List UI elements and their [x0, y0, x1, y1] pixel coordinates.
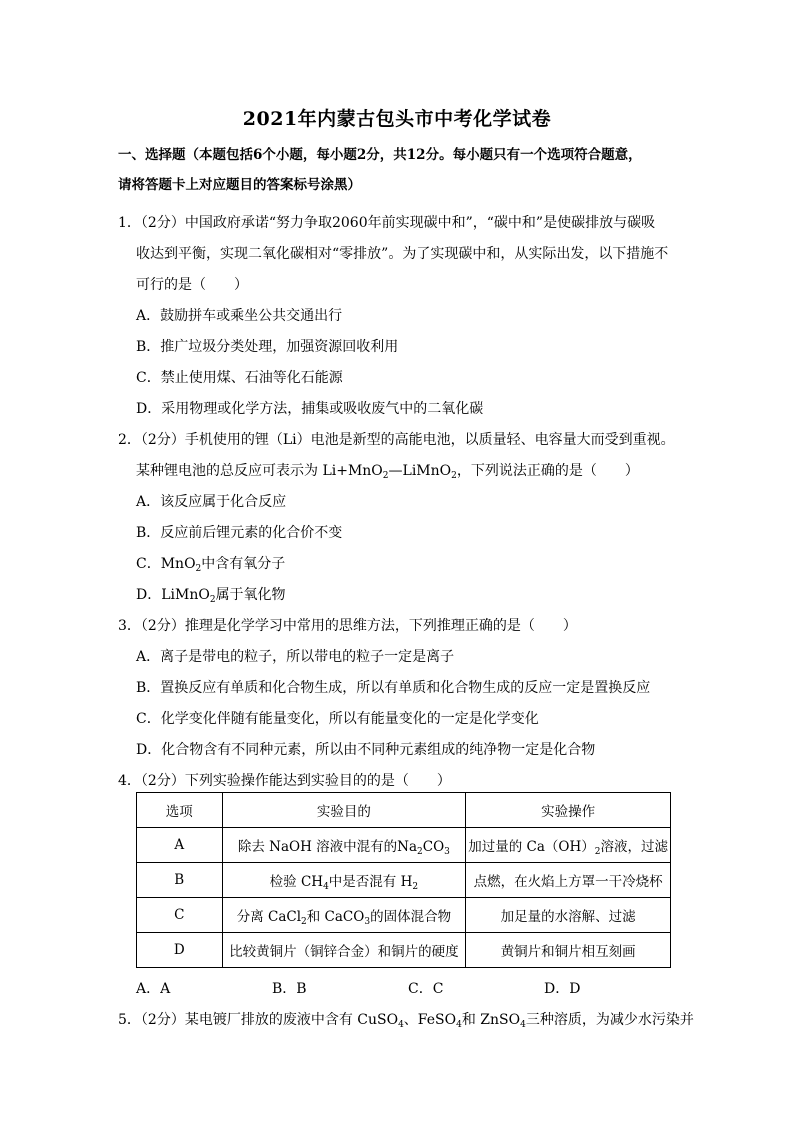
q4-answer-b[interactable]: B．B [272, 981, 307, 997]
q4-answer-a[interactable]: A．A [136, 981, 171, 997]
row-option: C [137, 898, 223, 933]
q3-option-d[interactable]: D．化合物含有不同种元素，所以由不同种元素组成的纯净物一定是化合物 [136, 742, 596, 758]
q2-option-c[interactable]: C．MnO$_2$中含有氧分子 [136, 556, 286, 574]
table-row [137, 828, 671, 863]
experiment-table [136, 792, 671, 968]
q1-option-a[interactable]: A．鼓励拼车或乘坐公共交通出行 [136, 308, 343, 324]
q3-option-b[interactable]: B．置换反应有单质和化合物生成，所以有单质和化合物生成的反应一定是置换反应 [136, 680, 651, 696]
row-option: D [137, 933, 223, 968]
table-row [137, 933, 671, 968]
header-operation: 实验操作 [466, 793, 671, 828]
q5-stem-line1: 5．（2分）某电镀厂排放的废液中含有 CuSO$_4$、FeSO$_4$和 ZnSO$_4$三种溶质，为减少水污染并 [118, 1012, 694, 1030]
header-option: 选项 [137, 793, 223, 828]
row-purpose: 除去 NaOH 溶液中混有的$Na_2CO_3$ [222, 828, 466, 863]
page-title: 2021年内蒙古包头市中考化学试卷 [242, 108, 552, 130]
q1-option-d[interactable]: D．采用物理或化学方法，捕集或吸收废气中的二氧化碳 [136, 401, 484, 417]
q3-option-a[interactable]: A．离子是带电的粒子，所以带电的粒子一定是离子 [136, 649, 455, 665]
q3-stem: 3．（2分）推理是化学学习中常用的思维方法，下列推理正确的是（ ） [118, 618, 577, 634]
table-header-row [137, 793, 671, 828]
q2-option-d[interactable]: D．LiMnO$_2$属于氧化物 [136, 587, 286, 605]
q1-option-c[interactable]: C．禁止使用煤、石油等化石能源 [136, 370, 343, 386]
q1-option-b[interactable]: B．推广垃圾分类处理，加强资源回收利用 [136, 339, 399, 355]
q4-stem: 4．（2分）下列实验操作能达到实验目的的是（ ） [118, 773, 451, 789]
q2-stem-line2: 某种锂电池的总反应可表示为 Li+MnO$_2$—LiMnO$_2$，下列说法正确的是（ ） [136, 463, 639, 481]
section-heading-line2: 请将答题卡上对应题目的答案标号涂黑） [118, 177, 361, 193]
row-operation: 加过量的 $Ca(OH)_2$溶液，过滤 [466, 828, 671, 863]
table-row [137, 898, 671, 933]
row-option: A [137, 828, 223, 863]
q4-answer-d[interactable]: D．D [544, 981, 581, 997]
q1-stem-line2: 收达到平衡，实现二氧化碳相对“零排放”。为了实现碳中和，从实际出发，以下措施不 [136, 246, 669, 262]
row-purpose: 分离 CaCl$_2$和 CaCO$_3$的固体混合物 [222, 898, 466, 933]
row-purpose: 检验 $CH_4$中是否混有 $H_2$ [222, 863, 466, 898]
section-heading [118, 140, 688, 200]
q4-answer-c[interactable]: C．C [408, 981, 444, 997]
row-option: B [137, 863, 223, 898]
q2-option-a[interactable]: A．该反应属于化合反应 [136, 494, 287, 510]
q2-option-b[interactable]: B．反应前后锂元素的化合价不变 [136, 525, 343, 541]
section-heading-line1: 一、选择题（本题包括6个小题，每小题2分，共12分。每小题只有一个选项符合题意， [118, 147, 642, 163]
header-purpose: 实验目的 [222, 793, 466, 828]
q1-stem-line1: 1．（2分）中国政府承诺“努力争取2060年前实现碳中和”，“碳中和”是使碳排放与碳吸 [118, 215, 656, 231]
row-operation: 加足量的水溶解、过滤 [466, 898, 671, 933]
row-operation: 黄铜片和铜片相互刻画 [466, 933, 671, 968]
row-purpose: 比较黄铜片（铜锌合金）和铜片的硬度 [222, 933, 466, 968]
q3-option-c[interactable]: C．化学变化伴随有能量变化，所以有能量变化的一定是化学变化 [136, 711, 539, 727]
q1-stem-line3: 可行的是（ ） [136, 277, 248, 293]
row-operation: 点燃，在火焰上方罩一干冷烧杯 [466, 863, 671, 898]
table-row [137, 863, 671, 898]
q2-stem-line1: 2．（2分）手机使用的锂（Li）电池是新型的高能电池，以质量轻、电容量大而受到重视。 [118, 432, 675, 448]
